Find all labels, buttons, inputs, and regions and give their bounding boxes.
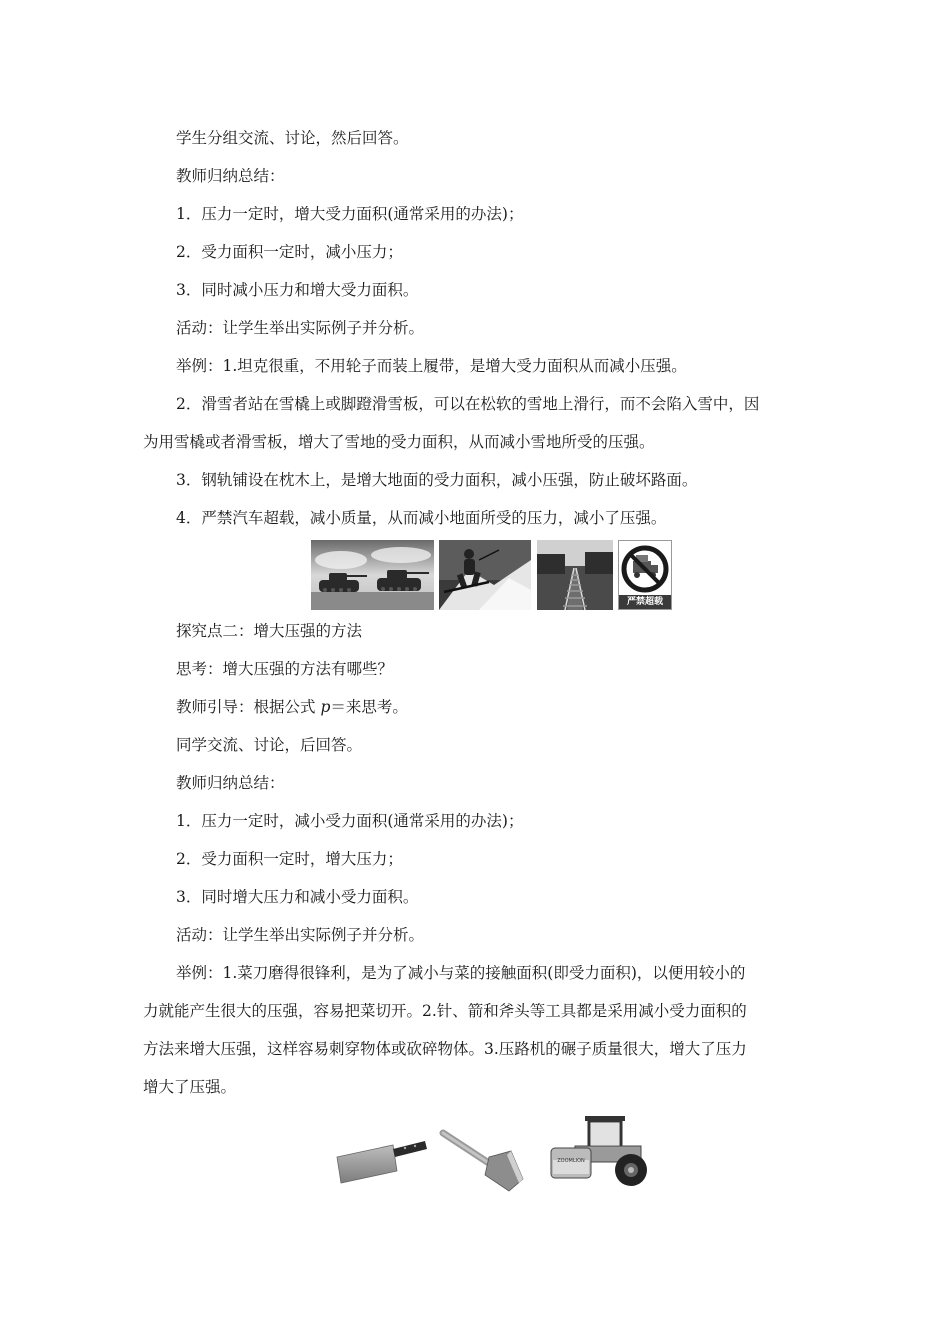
sign-label: 严禁超载: [619, 595, 671, 609]
text-line: 活动：让学生举出实际例子并分析。: [176, 926, 425, 944]
text-part: ＝来思考。: [330, 698, 408, 716]
cleaver-image: [335, 1135, 427, 1187]
text-line: 教师归纳总结：: [176, 167, 285, 185]
section-heading: 探究点二：增大压强的方法: [176, 622, 363, 640]
axe-image: [437, 1125, 527, 1195]
text-line: 方法来增大压强，这样容易刺穿物体或砍碎物体。3.压路机的碾子质量很大，增大了压力: [143, 1040, 747, 1058]
text-line: 思考：增大压强的方法有哪些？: [176, 660, 394, 678]
text-line: 2．受力面积一定时，减小压力；: [176, 243, 403, 261]
roller-label: ZOOMLION: [557, 1158, 585, 1164]
no-overload-icon: [619, 543, 671, 595]
text-line: 力就能产生很大的压强，容易把菜切开。2.针、箭和斧头等工具都是采用减小受力面积的: [143, 1002, 747, 1020]
rail-tracks-image: [537, 540, 613, 610]
text-line: 3．同时减小压力和增大受力面积。: [176, 281, 419, 299]
text-line: 举例：1.坦克很重，不用轮子而装上履带，是增大受力面积从而减小压强。: [176, 357, 687, 375]
text-line: 1．压力一定时，增大受力面积(通常采用的办法)；: [176, 205, 524, 223]
overload-sign-image: [618, 540, 672, 610]
text-line: 2．受力面积一定时，增大压力；: [176, 850, 403, 868]
skier-image: [439, 540, 531, 610]
text-line: [0, 697, 950, 717]
text-line: 3．钢轨铺设在枕木上，是增大地面的受力面积，减小压强，防止破坏路面。: [176, 471, 698, 489]
text-line: 3．同时增大压力和减小受力面积。: [176, 888, 419, 906]
formula-variable: p: [320, 698, 331, 716]
text-line: 教师归纳总结：: [176, 774, 285, 792]
text-line: 1．压力一定时，减小受力面积(通常采用的办法)；: [176, 812, 524, 830]
text-line: 为用雪橇或者滑雪板，增大了雪地的受力面积，从而减小雪地所受的压强。: [143, 433, 655, 451]
text-line: 活动：让学生举出实际例子并分析。: [176, 319, 425, 337]
text-line: 2．滑雪者站在雪橇上或脚蹬滑雪板，可以在松软的雪地上滑行，而不会陷入雪中，因: [176, 395, 760, 413]
text-line: 增大了压强。: [143, 1078, 237, 1096]
text-part: 教师引导：根据公式: [176, 698, 321, 716]
tanks-image: [311, 540, 434, 610]
text-line: 学生分组交流、讨论，然后回答。: [176, 129, 409, 147]
road-roller-image: [545, 1112, 655, 1192]
text-line: 同学交流、讨论，后回答。: [176, 736, 363, 754]
text-line: 4．严禁汽车超载，减小质量，从而减小地面所受的压力，减小了压强。: [176, 509, 667, 527]
text-line: 举例：1.菜刀磨得很锋利，是为了减小与菜的接触面积(即受力面积)，以便用较小的: [176, 964, 746, 982]
